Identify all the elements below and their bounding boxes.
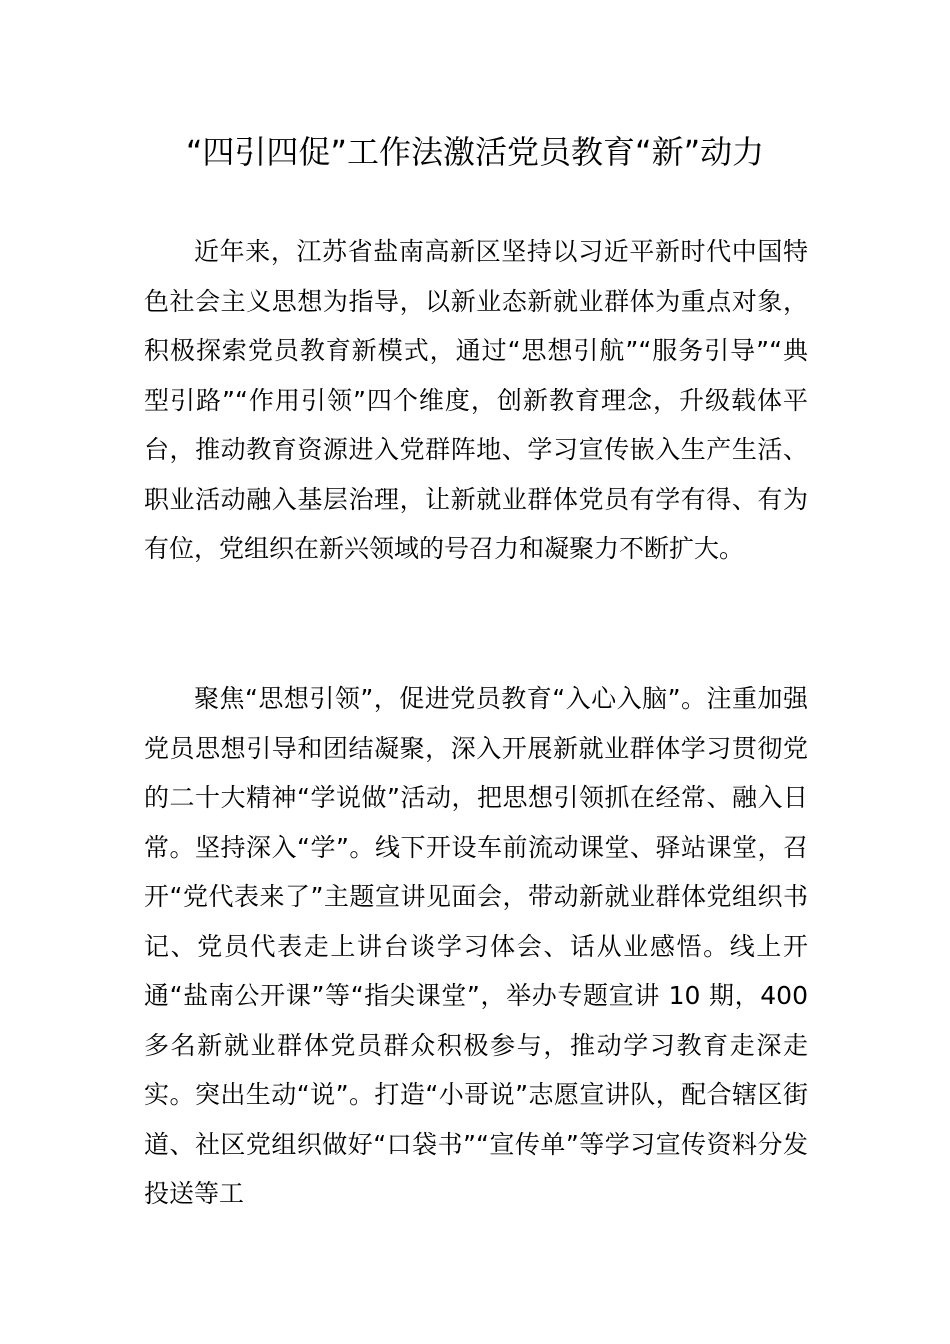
document-title: “四引四促”工作法激活党员教育“新”动力 [185, 133, 765, 171]
paragraph-intro: 近年来，江苏省盐南高新区坚持以习近平新时代中国特色社会主义思想为指导，以新业态新就业群体为重点对象，积极探索党员教育新模式，通过“思想引航”“服务引导”“典型引路”“作用引领”四个维度，创新教育理念，升级载体平台，推动教育资源进入党群阵地、学习宣传嵌入生产生活、职业活动融入基层治理，让新就业群体党员有学有得、有为有位，党组织在新兴领域的号召力和凝聚力不断扩大。 [144, 237, 808, 563]
paragraph-thought-guidance: 聚焦“思想引领”，促进党员教育“入心入脑”。注重加强党员思想引导和团结凝聚，深入开展新就业群体学习贯彻党的二十大精神“学说做”活动，把思想引领抓在经常、融入日常。坚持深入“学”。线下开设车前流动课堂、驿站课堂，召开“党代表来了”主题宣讲见面会，带动新就业群体党组织书记、党员代表走上讲台谈学习体会、话从业感悟。线上开通“盐南公开课”等“指尖课堂”，举办专题宣讲 10 期，400 多名新就业群体党员群众积极参与，推动学习教育走深走实。突出生动“说”。打造“小哥说”志愿宣讲队，配合辖区街道、社区党组织做好“口袋书”“宣传单”等学习宣传资料分发投送等工 [144, 684, 808, 1208]
